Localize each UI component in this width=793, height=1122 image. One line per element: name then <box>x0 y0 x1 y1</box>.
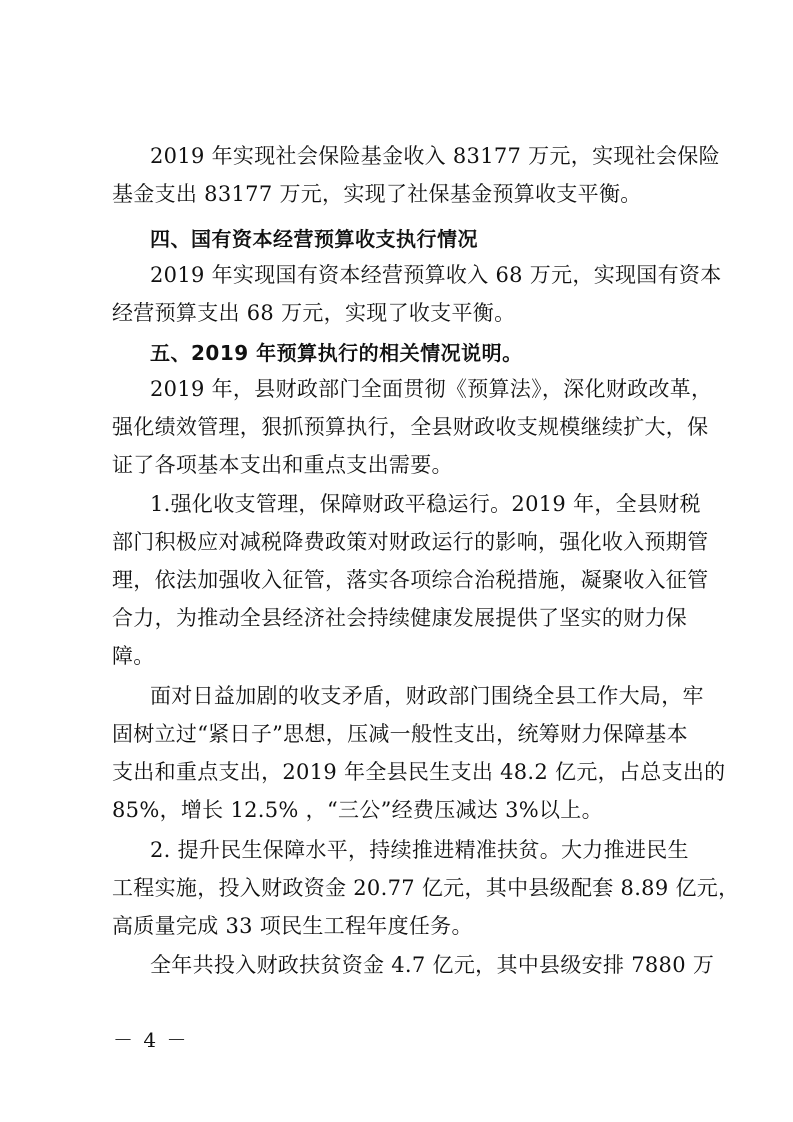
text-line: 2019 年，县财政部门全面贯彻《预算法》，深化财政改革， <box>150 377 713 401</box>
page-number: － 4 － <box>113 1028 189 1052</box>
paragraph-social-insurance <box>112 137 720 213</box>
text-line: 障。 <box>112 644 155 668</box>
paragraph-poverty-funds <box>112 946 715 984</box>
paragraph-item-1 <box>112 485 709 675</box>
text-line: 固树立过“紧日子”思想，压减一般性支出，统筹财力保障基本 <box>112 722 688 746</box>
text-line: 强化绩效管理，狠抓预算执行，全县财政收支规模继续扩大，保 <box>112 415 709 439</box>
text-line: 基金支出 83177 万元，实现了社保基金预算收支平衡。 <box>112 182 642 206</box>
text-line: 全年共投入财政扶贫资金 4.7 亿元，其中县级安排 7880 万 <box>150 953 715 977</box>
text-line: 2019 年实现国有资本经营预算收入 68 万元，实现国有资本 <box>150 263 722 287</box>
text-line: 高质量完成 33 项民生工程年度任务。 <box>112 914 473 938</box>
text-line: 2019 年实现社会保险基金收入 83177 万元，实现社会保险 <box>150 144 720 168</box>
text-line: 理，依法加强收入征管，落实各项综合治税措施，凝聚收入征管 <box>112 568 709 592</box>
text-line: 1.强化收支管理，保障财政平稳运行。2019 年，全县财税 <box>150 492 701 516</box>
text-line: 证了各项基本支出和重点支出需要。 <box>112 453 453 477</box>
text-line: 支出和重点支出，2019 年全县民生支出 48.2 亿元，占总支出的 <box>112 760 726 784</box>
paragraph-overview <box>112 370 713 484</box>
text-line: 85%，增长 12.5% ，“三公”经费压减达 3%以上。 <box>112 798 603 822</box>
text-line: 部门积极应对减税降费政策对财政运行的影响，强化收入预期管 <box>112 530 709 554</box>
text-line: 工程实施，投入财政资金 20.77 亿元，其中县级配套 8.89 亿元， <box>112 876 740 900</box>
paragraph-item-2 <box>112 831 740 945</box>
text-line: 2. 提升民生保障水平，持续推进精准扶贫。大力推进民生 <box>150 838 689 862</box>
paragraph-spending-pressure <box>112 677 726 829</box>
paragraph-state-capital <box>112 256 722 332</box>
section-heading-5: 五、2019 年预算执行的相关情况说明。 <box>150 341 523 365</box>
text-line: 合力，为推动全县经济社会持续健康发展提供了坚实的财力保 <box>112 606 688 630</box>
section-heading-4: 四、国有资本经营预算收支执行情况 <box>150 227 478 251</box>
text-line: 面对日益加剧的收支矛盾，财政部门围绕全县工作大局，牢 <box>150 684 704 708</box>
text-line: 经营预算支出 68 万元，实现了收支平衡。 <box>112 301 516 325</box>
